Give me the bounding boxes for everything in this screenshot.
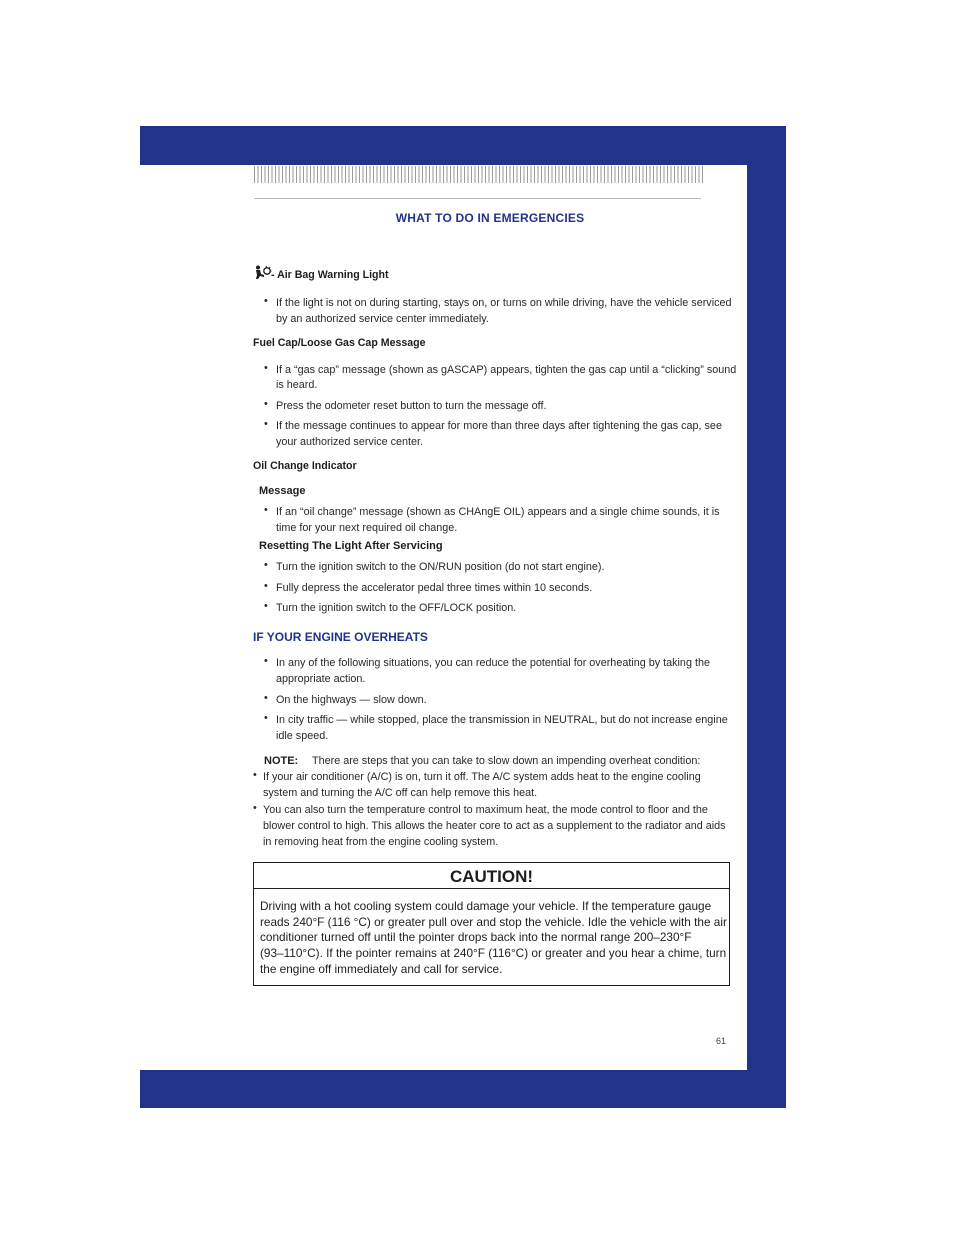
oil-message-bullet-line: If an “oil change” message (shown as CHAngE OIL) appears and a single chime sounds, it is xyxy=(276,506,720,518)
note-bullet-line: You can also turn the temperature control to maximum heat, the mode control to floor and the xyxy=(263,804,708,816)
section-title: WHAT TO DO IN EMERGENCIES xyxy=(395,211,585,225)
caution-text-line: conditioner turned off until the pointer drops back into the normal range 200–230°F xyxy=(260,930,692,944)
bullet-marker: • xyxy=(264,580,268,592)
bullet-marker: • xyxy=(264,712,268,724)
fuel-cap-bullet-line: your authorized service center. xyxy=(276,436,424,448)
oil-change-heading: Oil Change Indicator xyxy=(253,460,357,472)
note-bullet-line: blower control to high. This allows the heater core to act as a supplement to the radiator and aids xyxy=(263,820,726,832)
caution-text-line: (93–110°C). If the pointer remains at 240°F (116°C) or greater and you hear a chime, turn xyxy=(260,946,727,960)
overheat-bullet-line: In any of the following situations, you can reduce the potential for overheating by taking the xyxy=(276,657,710,669)
bullet-marker: • xyxy=(264,559,268,571)
fuel-cap-bullet-line: If a “gas cap” message (shown as gASCAP) appears, tighten the gas cap until a “clicking” sound xyxy=(276,364,737,376)
bullet-marker: • xyxy=(253,769,257,781)
caution-text-line: reads 240°F (116 °C) or greater pull over and stop the vehicle. Idle the vehicle with the air xyxy=(260,915,727,929)
overheat-bullet-line: idle speed. xyxy=(276,730,329,742)
fuel-cap-bullet-line: is heard. xyxy=(276,379,318,391)
bullet-marker: • xyxy=(264,295,268,307)
note-text: There are steps that you can take to slow down an impending overheat condition: xyxy=(312,755,701,767)
note-bullet-line: If your air conditioner (A/C) is on, turn it off. The A/C system adds heat to the engine cooling xyxy=(263,771,701,783)
overheat-heading: IF YOUR ENGINE OVERHEATS xyxy=(253,630,428,644)
oil-message-subheading: Message xyxy=(259,485,306,497)
oil-reset-bullet-line: Fully depress the accelerator pedal three times within 10 seconds. xyxy=(276,582,593,594)
bullet-marker: • xyxy=(264,362,268,374)
fuel-cap-bullet-line: If the message continues to appear for more than three days after tightening the gas cap, see xyxy=(276,420,722,432)
header-tick-strip xyxy=(254,166,703,183)
caution-text-line: the engine off immediately and call for service. xyxy=(260,962,503,976)
note-bullet-line: system and turning the A/C off can help remove this heat. xyxy=(263,787,538,799)
overheat-bullet-line: On the highways — slow down. xyxy=(276,694,427,706)
caution-title: CAUTION! xyxy=(254,863,729,889)
bullet-marker: • xyxy=(264,692,268,704)
overheat-bullet-line: appropriate action. xyxy=(276,673,366,685)
note-bullet-line: in removing heat from the engine cooling system. xyxy=(263,836,499,848)
airbag-bullet-line: If the light is not on during starting, stays on, or turns on while driving, have the vehicle serviced xyxy=(276,297,732,309)
bullet-marker: • xyxy=(264,418,268,430)
airbag-bullet-line: by an authorized service center immediately. xyxy=(276,313,489,325)
oil-reset-subheading: Resetting The Light After Servicing xyxy=(259,540,443,552)
airbag-warning-icon xyxy=(254,265,272,279)
fuel-cap-bullet-line: Press the odometer reset button to turn the message off. xyxy=(276,400,547,412)
page-number: 61 xyxy=(716,1036,727,1046)
caution-box xyxy=(253,862,730,986)
note-label: NOTE: xyxy=(264,755,299,767)
bullet-marker: • xyxy=(264,600,268,612)
airbag-heading: - Air Bag Warning Light xyxy=(271,269,389,281)
bullet-marker: • xyxy=(264,504,268,516)
bullet-marker: • xyxy=(264,398,268,410)
bullet-marker: • xyxy=(264,655,268,667)
oil-reset-bullet-line: Turn the ignition switch to the OFF/LOCK position. xyxy=(276,602,517,614)
overheat-bullet-line: In city traffic — while stopped, place the transmission in NEUTRAL, but do not increase engine xyxy=(276,714,728,726)
caution-text-line: Driving with a hot cooling system could damage your vehicle. If the temperature gauge xyxy=(260,899,712,913)
oil-reset-bullet-line: Turn the ignition switch to the ON/RUN position (do not start engine). xyxy=(276,561,605,573)
fuel-cap-heading: Fuel Cap/Loose Gas Cap Message xyxy=(253,337,426,349)
oil-message-bullet-line: time for your next required oil change. xyxy=(276,522,458,534)
header-rule xyxy=(254,198,701,199)
bullet-marker: • xyxy=(253,802,257,814)
